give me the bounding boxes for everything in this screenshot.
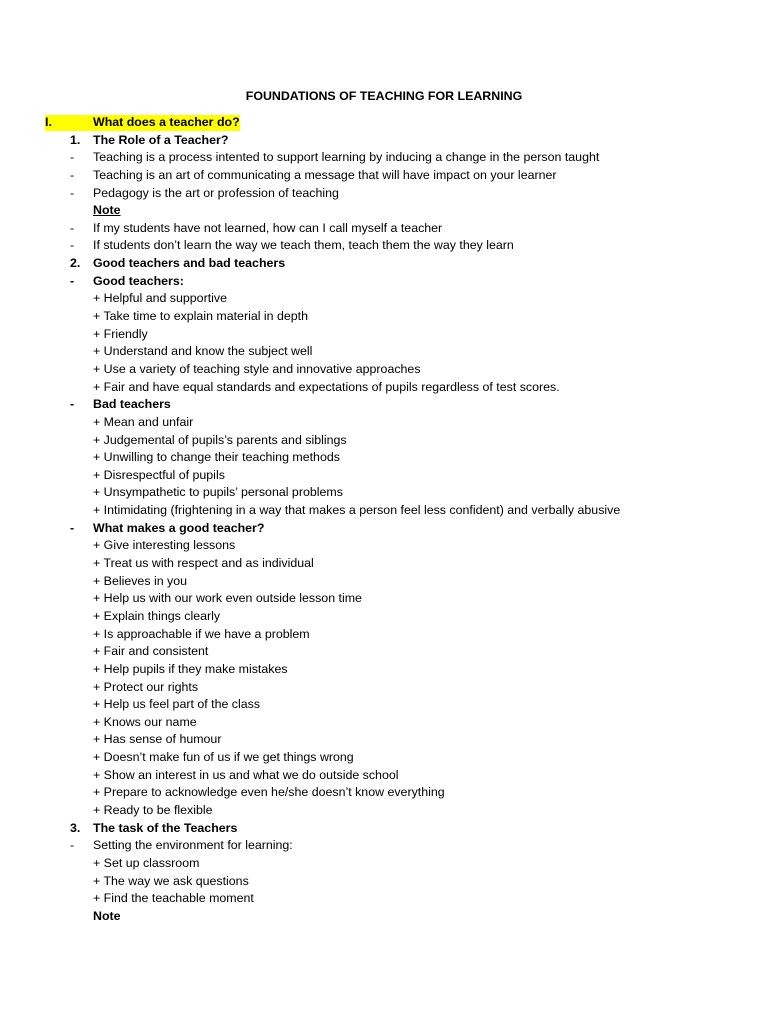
- bullet-dash: -: [70, 520, 75, 535]
- bullet-dash: -: [70, 273, 75, 288]
- section-heading: Note: [93, 908, 121, 923]
- line-text: + Protect our rights: [93, 679, 199, 694]
- line-text: + Intimidating (frightening in a way that makes a person feel less confident) and verbally abusive: [93, 503, 621, 518]
- bullet-dash: -: [70, 150, 75, 165]
- line-text: + Find the teachable moment: [93, 891, 254, 906]
- document-line: [0, 855, 768, 873]
- line-text: + Understand and know the subject well: [93, 344, 313, 359]
- line-text: + Explain things clearly: [93, 608, 221, 623]
- section-heading: Note: [93, 203, 121, 218]
- document-line: [0, 608, 768, 626]
- line-text: + Disrespectful of pupils: [93, 467, 225, 482]
- document-line: [0, 308, 768, 326]
- line-text: + Is approachable if we have a problem: [93, 626, 310, 641]
- line-text: + Has sense of humour: [93, 732, 222, 747]
- document-line: [0, 326, 768, 344]
- document-line: [0, 237, 768, 255]
- document-line: [0, 661, 768, 679]
- line-text: + Give interesting lessons: [93, 538, 236, 553]
- document-line: [0, 114, 768, 132]
- document-line: [0, 767, 768, 785]
- line-text: Teaching is an art of communicating a message that will have impact on your learner: [93, 167, 557, 182]
- line-text: + Mean and unfair: [93, 414, 194, 429]
- line-text: + Help us with our work even outside lesson time: [93, 591, 362, 606]
- document-line: [0, 484, 768, 502]
- line-text: + Prepare to acknowledge even he/she doesn’t know everything: [93, 785, 445, 800]
- line-text: If my students have not learned, how can I call myself a teacher: [93, 220, 443, 235]
- line-text: + Show an interest in us and what we do outside school: [93, 767, 399, 782]
- document-line: [0, 449, 768, 467]
- document-title: FOUNDATIONS OF TEACHING FOR LEARNING: [245, 89, 523, 103]
- document-line: [0, 361, 768, 379]
- document-line: [0, 432, 768, 450]
- list-number: 1.: [70, 132, 81, 147]
- document-line: [0, 502, 768, 520]
- section-heading: Good teachers:: [93, 273, 184, 288]
- line-text: + Fair and have equal standards and expectations of pupils regardless of test scores.: [93, 379, 560, 394]
- line-text: + Helpful and supportive: [93, 291, 227, 306]
- section-heading: The Role of a Teacher?: [93, 132, 229, 147]
- section-heading: Bad teachers: [93, 397, 171, 412]
- bullet-dash: -: [70, 838, 75, 853]
- line-text: + Unwilling to change their teaching methods: [93, 450, 340, 465]
- line-text: + Help pupils if they make mistakes: [93, 661, 288, 676]
- line-text: If students don’t learn the way we teach them, teach them the way they learn: [93, 238, 514, 253]
- section-heading: What makes a good teacher?: [93, 520, 265, 535]
- bullet-dash: -: [70, 238, 75, 253]
- document-line: [0, 890, 768, 908]
- line-text: + Help us feel part of the class: [93, 697, 261, 712]
- line-text: + Fair and consistent: [93, 644, 209, 659]
- document-line: [0, 626, 768, 644]
- line-text: Teaching is a process intented to support learning by inducing a change in the person taught: [93, 150, 600, 165]
- line-text: Setting the environment for learning:: [93, 838, 293, 853]
- line-text: + The way we ask questions: [93, 873, 249, 888]
- line-text: + Friendly: [93, 326, 148, 341]
- document-line: [0, 396, 768, 414]
- section-heading: What does a teacher do?: [93, 115, 240, 129]
- document-line: [0, 537, 768, 555]
- document-line: [0, 573, 768, 591]
- document-line: [0, 696, 768, 714]
- list-number: 3.: [70, 820, 81, 835]
- bullet-dash: -: [70, 185, 75, 200]
- bullet-dash: -: [70, 397, 75, 412]
- document-line: [0, 731, 768, 749]
- document-line: [0, 379, 768, 397]
- line-text: + Set up classroom: [93, 855, 200, 870]
- document-line: [0, 273, 768, 291]
- line-text: + Treat us with respect and as individual: [93, 556, 314, 571]
- line-text: + Ready to be flexible: [93, 802, 213, 817]
- line-text: + Believes in you: [93, 573, 188, 588]
- line-text: + Use a variety of teaching style and innovative approaches: [93, 361, 421, 376]
- document-line: [0, 820, 768, 838]
- document-line: [0, 290, 768, 308]
- document-line: [0, 749, 768, 767]
- document-line: [0, 555, 768, 573]
- document-line: [0, 220, 768, 238]
- document-line: [0, 643, 768, 661]
- section-heading: Good teachers and bad teachers: [93, 256, 286, 271]
- document-line: [0, 837, 768, 855]
- line-text: + Doesn’t make fun of us if we get things wrong: [93, 750, 354, 765]
- document-line: [0, 414, 768, 432]
- document-line: [0, 714, 768, 732]
- document-line: [0, 255, 768, 273]
- document-line: [0, 167, 768, 185]
- document-line: [0, 873, 768, 891]
- document-line: [0, 149, 768, 167]
- document-line: [0, 520, 768, 538]
- line-text: + Unsympathetic to pupils’ personal problems: [93, 485, 343, 500]
- document-line: [0, 784, 768, 802]
- document-line: [0, 679, 768, 697]
- document-line: [0, 802, 768, 820]
- document-line: [0, 467, 768, 485]
- line-text: + Judgemental of pupils’s parents and siblings: [93, 432, 347, 447]
- line-text: + Take time to explain material in depth: [93, 309, 309, 324]
- list-number: I.: [45, 115, 52, 129]
- line-text: Pedagogy is the art or profession of teaching: [93, 185, 339, 200]
- document-line: [0, 908, 768, 926]
- document-line: [0, 202, 768, 220]
- document-body: [0, 114, 768, 925]
- bullet-dash: -: [70, 167, 75, 182]
- document-line: [0, 590, 768, 608]
- document-line: [0, 132, 768, 150]
- section-heading: The task of the Teachers: [93, 820, 238, 835]
- list-number: 2.: [70, 256, 81, 271]
- line-text: + Knows our name: [93, 714, 197, 729]
- bullet-dash: -: [70, 220, 75, 235]
- document-line: [0, 185, 768, 203]
- document-line: [0, 343, 768, 361]
